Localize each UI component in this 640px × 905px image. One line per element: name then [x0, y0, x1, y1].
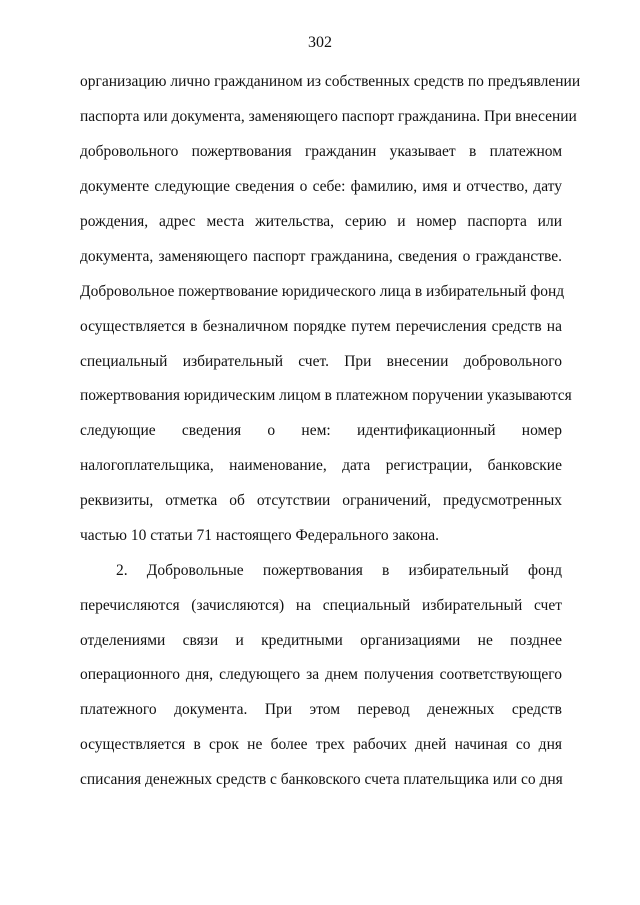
text-line: операционного дня, следующего за днем получения соответствующего — [80, 666, 562, 683]
page-number: 302 — [308, 34, 332, 51]
text-line: перечисляются (зачисляются) на специальный избирательный счет — [80, 597, 562, 614]
text-line: документа, заменяющего паспорт гражданина, сведения о гражданстве. — [80, 248, 562, 265]
text-line: реквизиты, отметка об отсутствии ограничений, предусмотренных — [80, 492, 562, 509]
text-line: специальный избирательный счет. При внесении добровольного — [80, 353, 562, 370]
text-line: добровольного пожертвования гражданин указывает в платежном — [80, 143, 562, 160]
text-line: Добровольное пожертвование юридического лица в избирательный фонд — [80, 283, 565, 300]
text-line: пожертвования юридическим лицом в платежном поручении указываются — [80, 387, 572, 404]
text-line: организацию лично гражданином из собственных средств по предъявлении — [80, 73, 581, 90]
text-line: 2. Добровольные пожертвования в избирательный фонд — [116, 562, 562, 579]
text-line: списания денежных средств с банковского счета плательщика или со дня — [80, 771, 563, 788]
text-line: рождения, адрес места жительства, серию и номер паспорта или — [80, 213, 562, 230]
text-line: платежного документа. При этом перевод денежных средств — [80, 701, 562, 718]
text-line: отделениями связи и кредитными организациями не позднее — [80, 632, 562, 649]
text-line: паспорта или документа, заменяющего паспорт гражданина. При внесении — [80, 108, 577, 125]
text-line: следующие сведения о нем: идентификационный номер — [80, 422, 562, 439]
text-line: осуществляется в безналичном порядке путем перечисления средств на — [80, 318, 562, 335]
text-line: осуществляется в срок не более трех рабочих дней начиная со дня — [80, 736, 562, 753]
text-line: налогоплательщика, наименование, дата регистрации, банковские — [80, 457, 562, 474]
text-line: документе следующие сведения о себе: фамилию, имя и отчество, дату — [80, 178, 562, 195]
text-line: частью 10 статьи 71 настоящего Федерального закона. — [80, 527, 439, 544]
